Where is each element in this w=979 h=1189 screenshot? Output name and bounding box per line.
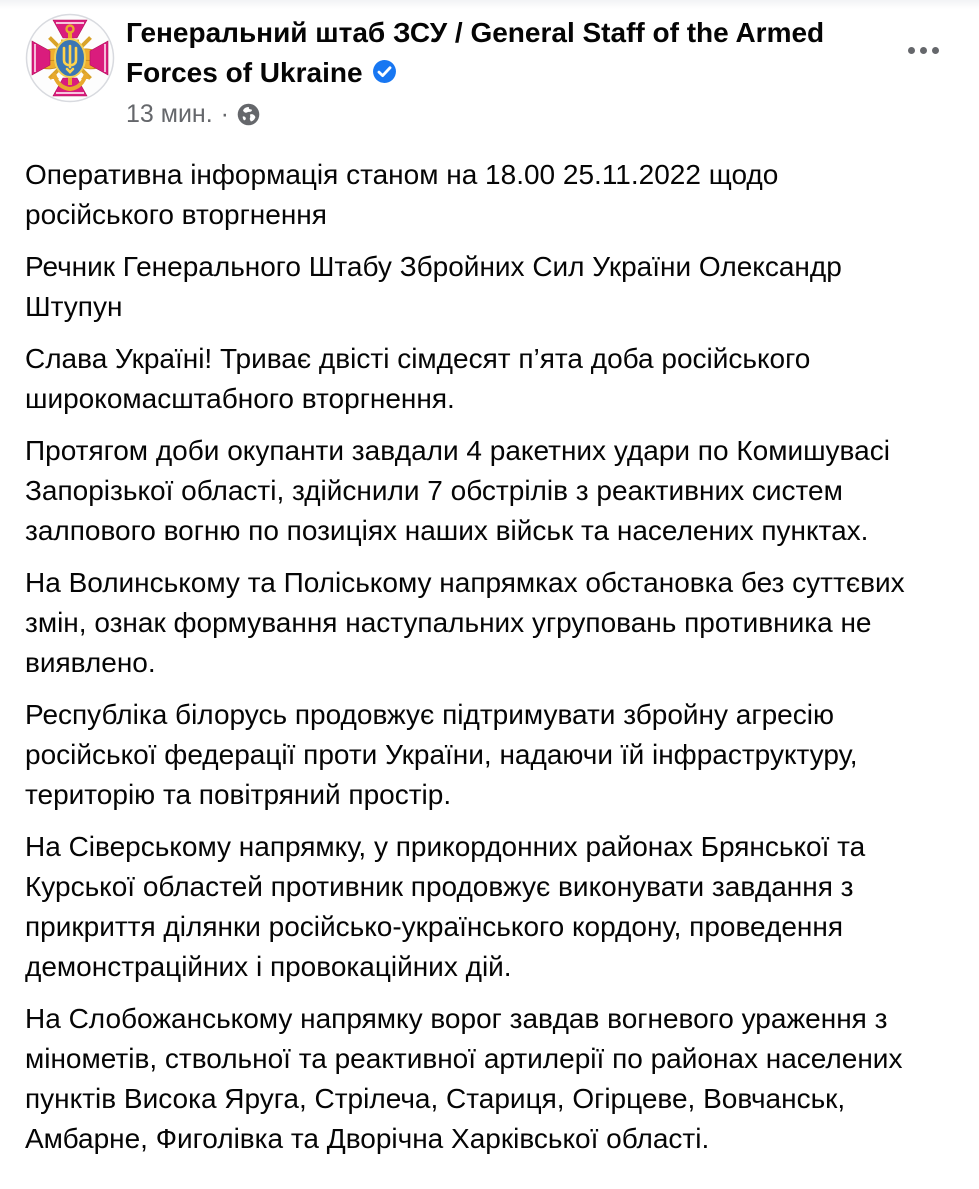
post-paragraph: Речник Генерального Штабу Збройних Сил України Олександр Штупун	[25, 251, 842, 322]
post-paragraph: Оперативна інформація станом на 18.00 25.11.2022 щодо російського вторгнення	[25, 159, 779, 230]
post-paragraph: На Сіверському напрямку, у прикордонних районах Брянської та Курської областей противник продовжує виконувати завдання з прикриття ділянки російсько-українського кордону, проведення демонстраційних і провокаційних дій.	[25, 831, 866, 982]
page-name-link[interactable]	[126, 13, 824, 95]
ellipsis-dot	[932, 47, 939, 54]
verified-badge-icon	[372, 55, 397, 95]
post-paragraph: На Волинському та Поліському напрямках обстановка без суттєвих змін, ознак формування наступальних угруповань противника не виявлено.	[25, 567, 905, 678]
ellipsis-dot	[920, 47, 927, 54]
post-text	[0, 129, 979, 1173]
top-edge-shadow	[0, 0, 979, 9]
page-avatar[interactable]	[25, 13, 115, 103]
post-meta	[126, 99, 824, 129]
page-name-text: Генеральний штаб ЗСУ / General Staff of the Armed Forces of Ukraine	[126, 17, 825, 88]
general-staff-emblem-icon	[25, 13, 115, 103]
more-options-button[interactable]	[900, 39, 947, 62]
post-header	[0, 9, 979, 129]
post-paragraph: Республіка білорусь продовжує підтримувати збройну агресію російської федерації проти України, надаючи їй інфраструктуру, територію та повітряний простір.	[25, 699, 858, 810]
timestamp-link[interactable]: 13 мин.	[126, 100, 213, 128]
globe-public-icon	[237, 103, 260, 126]
post-paragraph: Слава Україні! Триває двісті сімдесят п’ята доба російського широкомасштабного вторгнення.	[25, 343, 811, 414]
ellipsis-icon	[908, 47, 939, 54]
header-info	[126, 13, 824, 129]
post-paragraph: На Слобожанському напрямку ворог завдав вогневого ураження з мінометів, ствольної та реактивної артилерії по районах населених пунктів Висока Яруга, Стрілеча, Стариця, Огірцеве, Вовчанськ, Амбарне, Фиголівка та Дворічна Харківської області.	[25, 1003, 903, 1154]
post-paragraph: Протягом доби окупанти завдали 4 ракетних удари по Комишувасі Запорізької області, здійснили 7 обстрілів з реактивних систем залпового вогню по позиціях наших військ та населених пунктах.	[25, 435, 890, 546]
ellipsis-dot	[908, 47, 915, 54]
meta-separator: ·	[220, 100, 229, 128]
